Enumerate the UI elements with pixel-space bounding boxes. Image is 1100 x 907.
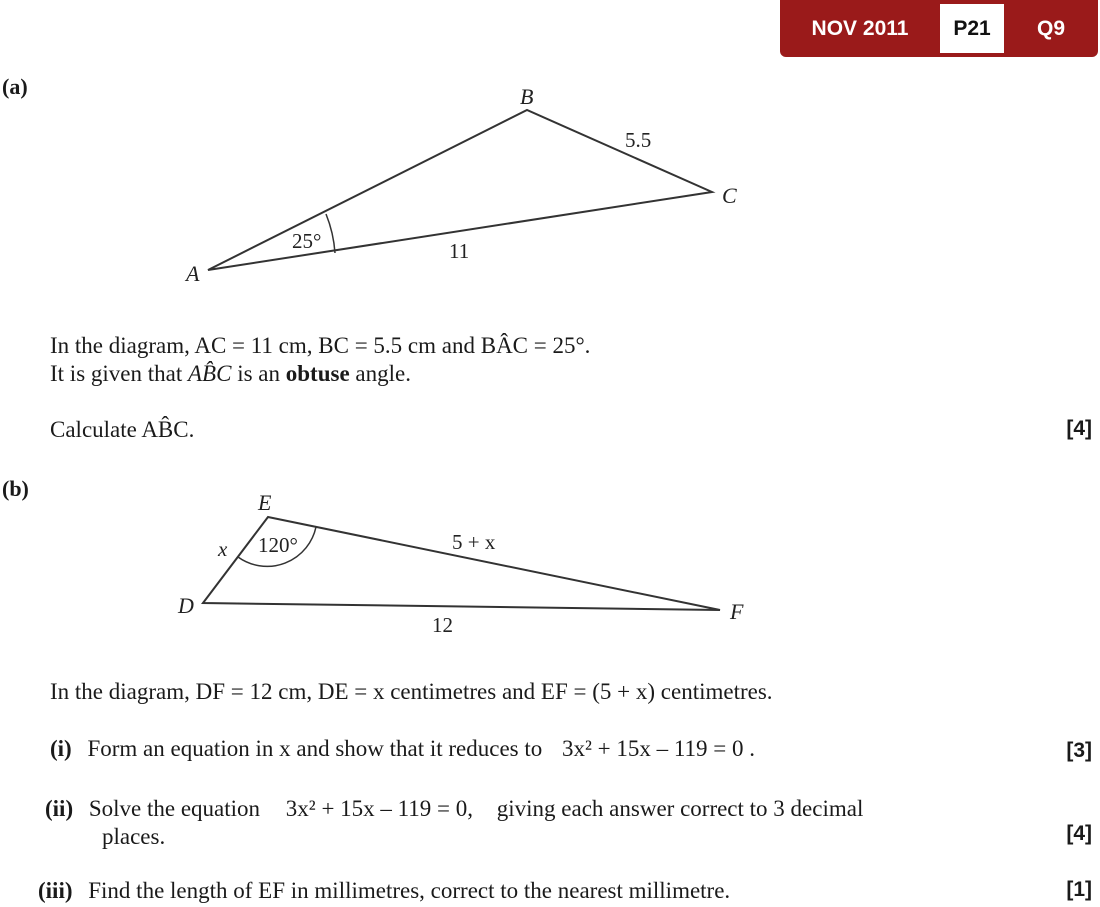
side-de-label: x (218, 537, 228, 561)
part-b-i-marks: [3] (1066, 739, 1092, 762)
part-b-ii-text2: giving each answer correct to 3 decimal (496, 796, 864, 821)
part-b-ii-marks: [4] (1066, 822, 1092, 845)
part-b-label: (b) (2, 476, 29, 501)
part-b-i-label: (i) (50, 736, 72, 761)
vertex-d-label: D (178, 593, 194, 618)
part-b-ii-text: Solve the equation (88, 796, 261, 821)
part-a-marks: [4] (1066, 417, 1092, 440)
vertex-e-label: E (258, 490, 272, 515)
vertex-b-label: B (520, 84, 534, 109)
vertex-a-label: A (186, 261, 200, 286)
angle-a-label: 25° (292, 229, 322, 253)
part-b-i-text: Form an equation in x and show that it reduces to (87, 736, 543, 761)
part-a-line2 (50, 361, 411, 387)
obtuse-word: obtuse (285, 361, 350, 386)
part-b-ii (45, 796, 863, 822)
part-b-intro: In the diagram, DF = 12 cm, DE = x centimetres and EF = (5 + x) centimetres. (50, 679, 773, 704)
part-b-ii-text3: places. (102, 824, 166, 849)
side-ef-label: 5 + x (452, 530, 496, 554)
paper-label: P21 (940, 4, 1004, 53)
part-b-iii-label: (iii) (38, 878, 73, 903)
part-b-ii-label: (ii) (45, 796, 74, 821)
vertex-c-label: C (722, 183, 737, 208)
part-b-iii-text: Find the length of EF in millimetres, correct to the nearest millimetre. (88, 878, 731, 903)
session-label: NOV 2011 (811, 17, 909, 40)
angle-e-label: 120° (258, 533, 298, 557)
question-number: Q9 (1036, 17, 1065, 40)
side-df-label: 12 (432, 613, 453, 637)
part-b-iii-marks: [1] (1066, 878, 1092, 901)
part-b-iii (38, 878, 730, 904)
side-ac-label: 11 (449, 239, 470, 263)
side-bc-label: 5.5 (625, 128, 652, 152)
vertex-f-label: F (730, 599, 744, 624)
part-a-label: (a) (2, 74, 28, 99)
part-b-i (50, 736, 755, 762)
part-a-line1: In the diagram, AC = 11 cm, BC = 5.5 cm and BÂC = 25°. (50, 333, 591, 358)
part-a-task: Calculate AB̂C. (50, 417, 195, 442)
part-a-line2-end: angle. (355, 361, 411, 386)
part-a-line2-start: It is given that AB̂C is an (50, 361, 281, 386)
angle-a-arc (326, 214, 335, 253)
part-b-i-equation: 3x² + 15x – 119 = 0 . (562, 736, 756, 761)
part-b-ii-equation: 3x² + 15x – 119 = 0, (285, 796, 474, 821)
